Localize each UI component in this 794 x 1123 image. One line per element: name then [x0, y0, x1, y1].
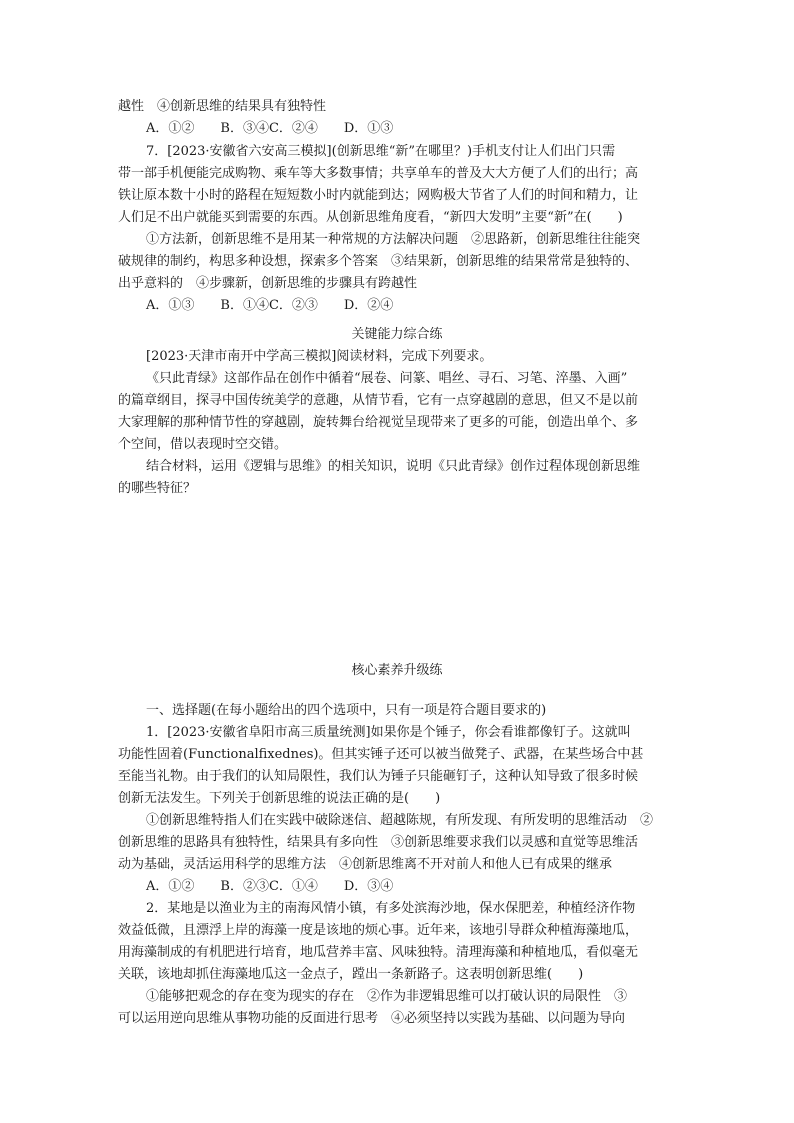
question-1-choice-line: 创新思维的思路具有独特性，结果具有多向性 ③创新思维要求我们以灵感和直觉等思维活 [118, 835, 639, 850]
question-2-stem-line: 用海藻制成的有机肥进行培育，地瓜营养丰富、风味独特。清理海藻和种植地瓜，看似毫无 [118, 945, 639, 960]
question-2-stem-line: 2．某地是以渔业为主的南海风情小镇，有多处滨海沙地，保水保肥差，种植经济作物 [146, 901, 636, 916]
question-2-choice-line: 可以运用逆向思维从事物功能的反面进行思考 ④必须坚持以实践为基础、以问题为导向 [118, 1011, 626, 1026]
question-1-choice-line: ①创新思维特指人们在实践中破除迷信、超越陈规，有所发现、有所发明的思维活动 ② [146, 813, 654, 828]
question-7-choice-line: 出乎意料的 ④步骤新，创新思维的步骤具有跨越性 [118, 276, 418, 291]
question-1-stem-line: 1．[2023·安徽省阜阳市高三质量统测]如果你是个锤子，你会看谁都像钉子。这就叫 [146, 725, 631, 740]
question-1-stem-line: 创新无法发生。下列关于创新思维的说法正确的是( ) [118, 791, 441, 806]
question-2-stem-line: 效益低微，且漂浮上岸的海藻一度是该地的烦心事。近年来，该地引导群众种植海藻地瓜， [118, 923, 639, 938]
question-7-stem-line: 7．[2023·安徽省六安高三模拟](创新思维“新”在哪里？)手机支付让人们出门只需 [146, 144, 616, 159]
material-line: 的篇章纲目，探寻中国传统美学的意趣，从情节看，它有一点穿越剧的意思，但又不是以前 [118, 393, 639, 408]
question-6-tail [118, 96, 684, 140]
material-line: 《只此青绿》这部作品在创作中循着“展卷、问篆、唱丝、寻石、习笔、淬墨、入画” [146, 371, 628, 386]
question-7-choice-line: 破规律的制约，构思多种设想，探索多个答案 ③结果新，创新思维的结果常常是独特的、 [118, 254, 639, 269]
material-question-line: 的哪些特征？ [118, 481, 197, 496]
question-1-stem-line: 功能性固着(Functionalfixednes)。但其实锤子还可以被当做凳子、武器，在某些场合中甚 [118, 747, 644, 762]
question-7 [118, 141, 684, 317]
question-7-stem-line: 带一部手机便能完成购物、乘车等大多数事情；共享单车的普及大大方便了人们的出行；高 [118, 166, 639, 181]
material-line: 个空间，借以表现时空交错。 [118, 437, 288, 452]
question-2-choice-line: ①能够把观念的存在变为现实的存在 ②作为非逻辑思维可以打破认识的局限性 ③ [146, 989, 628, 1004]
material-question-line: 结合材料，运用《逻辑与思维》的相关知识，说明《只此青绿》创作过程体现创新思维 [146, 459, 641, 474]
section-title-key-ability: 关键能力综合练 [351, 327, 443, 342]
question-1-choice-line: 动为基础，灵活运用科学的思维方法 ④创新思维离不开对前人和他人已有成果的继承 [118, 857, 613, 872]
section-title-core-literacy: 核心素养升级练 [351, 663, 443, 678]
material-line: 大家理解的那种情节性的穿越剧，旋转舞台给视觉呈现带来了更多的可能，创造出单个、多 [118, 415, 639, 430]
question-1-stem-line: 至能当礼物。由于我们的认知局限性，我们认为锤子只能砸钉子，这种认知导致了很多时候 [118, 769, 639, 784]
question-2-stem-line: 关联，该地却抓住海藻地瓜这一金点子，蹚出一条新路子。这表明创新思维( ) [118, 967, 584, 982]
question-6-options: A．①② B．③④C．②④ D．①③ [146, 121, 394, 136]
key-ability-material [118, 346, 684, 500]
question-1-options: A．①② B．②③C．①④ D．③④ [146, 879, 394, 894]
core-literacy-questions [118, 700, 684, 1030]
question-7-stem-line: 人们足不出户就能买到需要的东西。从创新思维角度看，“新四大发明”主要“新”在( ) [118, 210, 623, 225]
question-6-choice-line: 越性 ④创新思维的结果具有独特性 [118, 99, 327, 114]
question-7-choice-line: ①方法新，创新思维不是用某一种常规的方法解决问题 ②思路新，创新思维往往能突 [146, 232, 641, 247]
question-7-stem-line: 铁让原本数十小时的路程在短短数小时内就能到达；网购极大节省了人们的时间和精力，让 [118, 188, 639, 203]
section-instruction: 一、选择题(在每小题给出的四个选项中，只有一项是符合题目要求的) [146, 703, 547, 718]
question-7-options: A．①③ B．①④C．②③ D．②④ [146, 298, 394, 313]
material-source: [2023·天津市南开中学高三模拟]阅读材料，完成下列要求。 [146, 349, 493, 364]
